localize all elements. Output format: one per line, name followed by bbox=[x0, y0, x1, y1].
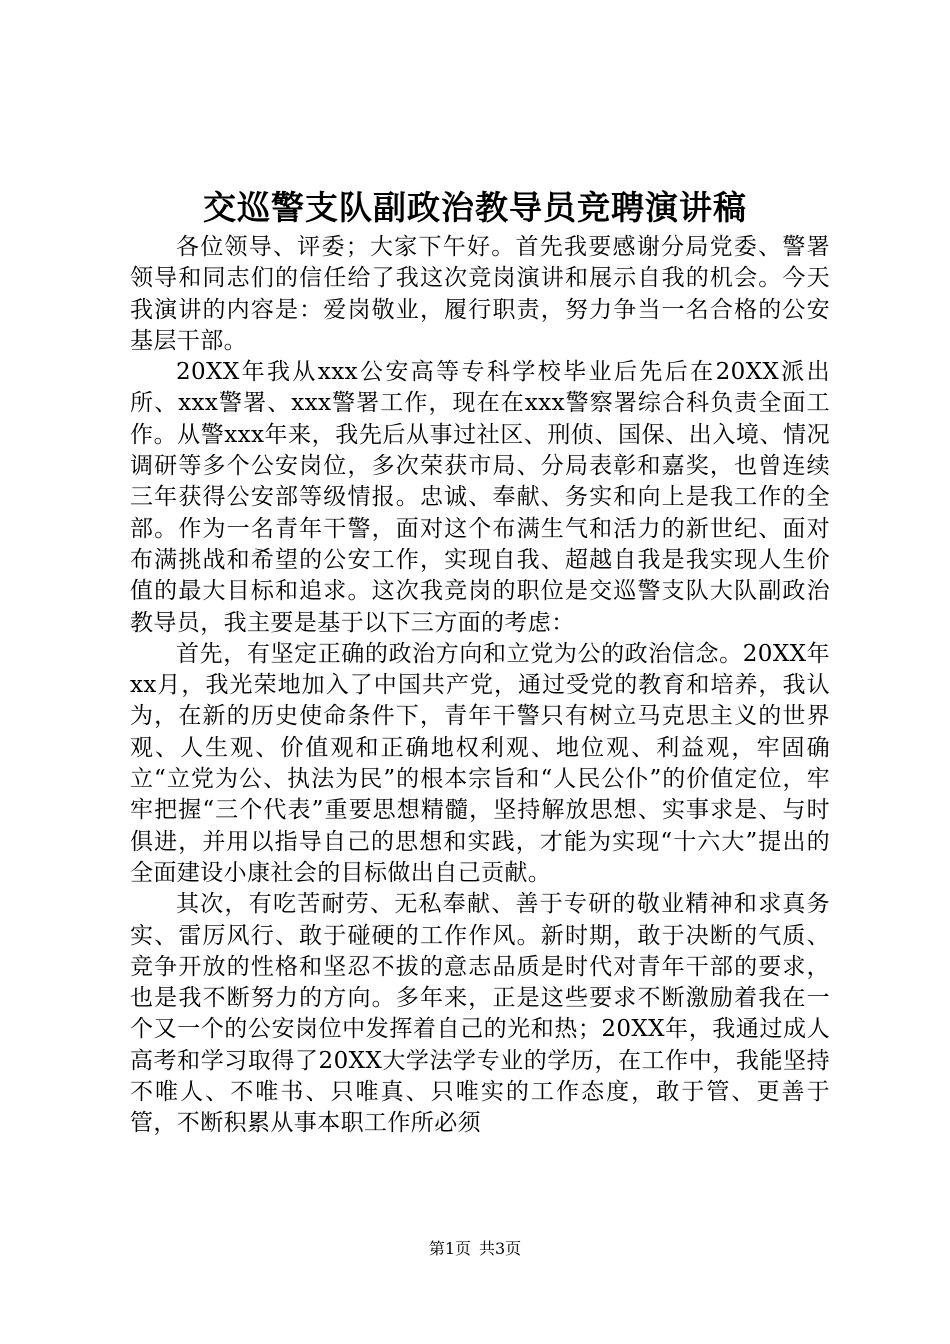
paragraph-greeting: 各位领导、评委；大家下午好。首先我要感谢分局党委、警署领导和同志们的信任给了我这次竞岗演讲和展示自我的机会。今天我演讲的内容是：爱岗敬业，履行职责，努力争当一名合格的公安基层干部。 bbox=[130, 234, 830, 354]
paragraph-first-reason: 首先，有坚定正确的政治方向和立党为公的政治信念。20XX年xx月，我光荣地加入了中国共产党，通过受党的教育和培养，我认为，在新的历史使命条件下，青年干警只有树立马克思主义的世界观、人生观、价值观和正确地权利观、地位观、利益观，牢固确立“立党为公、执法为民”的根本宗旨和“人民公仆”的价值定位，牢牢把握“三个代表”重要思想精髓，坚持解放思想、实事求是、与时俱进，并用以指导自己的思想和实践，才能为实现“十六大”提出的全面建设小康社会的目标做出自己贡献。 bbox=[130, 640, 830, 886]
document-body bbox=[130, 232, 830, 1140]
paragraph-second-reason: 其次，有吃苦耐劳、无私奉献、善于专研的敬业精神和求真务实、雷厉风行、敢于碰硬的工作作风。新时期，敢于决断的气质、竞争开放的性格和坚忍不拔的意志品质是时代对青年干部的要求，也是我不断努力的方向。多年来，正是这些要求不断激励着我在一个又一个的公安岗位中发挥着自己的光和热；20XX年，我通过成人高考和学习取得了20XX大学法学专业的学历，在工作中，我能坚持不唯人、不唯书、只唯真、只唯实的工作态度，敢于管、更善于管，不断积累从事本职工作所必须 bbox=[130, 891, 830, 1137]
page-total: 共3页 bbox=[479, 1239, 522, 1258]
paragraph-background: 20XX年我从xxx公安高等专科学校毕业后先后在20XX派出所、xxx警署、xxx警署工作，现在在xxx警察署综合科负责全面工作。从警xxx年来，我先后从事过社区、刑侦、国保、出入境、情况调研等多个公安岗位，多次荣获市局、分局表彰和嘉奖，也曾连续三年获得公安部等级情报。忠诚、奉献、务实和向上是我工作的全部。作为一名青年干警，面对这个布满生气和活力的新世纪、面对布满挑战和希望的公安工作，实现自我、超越自我是我实现人生价值的最大目标和追求。这次我竞岗的职位是交巡警支队大队副政治教导员，我主要是基于以下三方面的考虑： bbox=[130, 359, 830, 636]
page-number: 第1页 bbox=[428, 1239, 471, 1258]
page-footer bbox=[0, 1237, 950, 1261]
document-title: 交巡警支队副政治教导员竞聘演讲稿 bbox=[203, 188, 747, 227]
